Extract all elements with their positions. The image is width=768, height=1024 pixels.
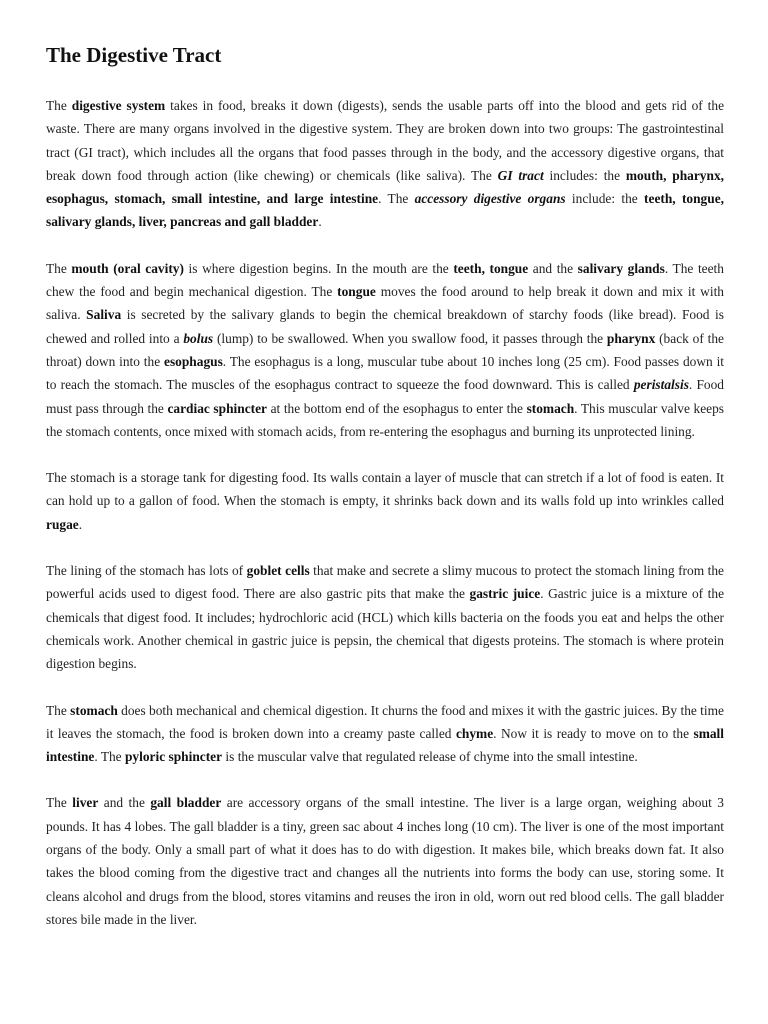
- text-run: (back of the throat) down into the: [46, 330, 724, 369]
- text-run: is where digestion begins. In the mouth are the: [183, 260, 454, 276]
- text-run: . The esophagus is a long, muscular tube about 10 inches long (25 cm). Food passes down it to reach the stomach. The muscles of the esophagus contract to squeeze the food downward. This is called: [46, 353, 725, 393]
- text-run: . This muscular valve keeps the stomach contents, once mixed with stomach acids, from re-entering the esophagus and burning its unprotected lining.: [46, 400, 724, 439]
- emphasis-term: GI tract: [497, 167, 544, 183]
- page-title: The Digestive Tract: [46, 43, 222, 67]
- text-run: .: [78, 516, 83, 532]
- paragraph-stomach-storage: [46, 466, 724, 536]
- emphasis-term: bolus: [183, 330, 214, 346]
- text-run: and the: [98, 795, 151, 811]
- paragraph-mouth: [46, 257, 724, 443]
- text-run: The: [46, 702, 71, 718]
- bold-term: gall bladder: [150, 795, 222, 811]
- bold-term: goblet cells: [246, 563, 310, 579]
- text-run: . The: [94, 749, 125, 765]
- bold-term: chyme: [455, 725, 494, 741]
- bold-term: liver: [72, 795, 99, 811]
- text-run: is secreted by the salivary glands to begin the chemical breakdown of starchy foods (like bread). Food is chewed and rolled into a: [46, 307, 724, 346]
- bold-term: teeth, tongue: [453, 260, 529, 276]
- emphasis-term: accessory digestive organs: [414, 191, 566, 207]
- paragraph-stomach-digestion: [46, 699, 724, 769]
- text-run: .: [318, 214, 322, 230]
- text-run: include: the: [565, 191, 645, 207]
- text-run: The stomach is a storage tank for digesting food. Its walls contain a layer of muscle that can stretch if a lot of food is eaten. It can hold up to a gallon of food. When the stomach is empty, it shrinks back down and its walls fold up into wrinkles called: [46, 470, 724, 509]
- paragraph-liver-gallbladder: [46, 791, 724, 931]
- bold-term: gastric juice: [469, 586, 541, 602]
- text-run: The: [46, 260, 72, 276]
- bold-term: teeth, tongue, salivary glands, liver, pancreas and gall bladder: [46, 191, 724, 230]
- text-run: The: [46, 98, 72, 113]
- emphasis-term: peristalsis: [633, 377, 689, 393]
- bold-term: mouth (oral cavity): [71, 260, 184, 276]
- text-run: . Now it is ready to move on to the: [493, 725, 694, 741]
- text-run: . Gastric juice is a mixture of the chemicals that digest food. It includes; hydrochloric acid (HCL) which kills bacteria on the foods you eat and helps the other chemicals work. Another chemical in gastric juice is pepsin, the chemical that digests proteins. The stomach is where protein digestion begins.: [46, 586, 725, 672]
- text-run: . The teeth chew the food and begin mechanical digestion. The: [46, 260, 724, 300]
- document-body: [46, 94, 724, 931]
- text-run: moves the food around to help break it down and mix it with saliva.: [46, 284, 724, 323]
- text-run: that make and secrete a slimy mucous to protect the stomach lining from the powerful acids used to digest food. There are also gastric pits that make the: [46, 563, 724, 602]
- bold-term: cardiac sphincter: [167, 400, 267, 416]
- bold-term: esophagus: [164, 353, 223, 369]
- text-run: does both mechanical and chemical digestion. It churns the food and mixes it with the gastric juices. By the time it leaves the stomach, the food is broken down into a creamy paste called: [46, 702, 724, 741]
- text-run: . Food must pass through the: [46, 377, 725, 416]
- paragraph-intro: [46, 94, 724, 234]
- bold-term: salivary glands: [577, 260, 665, 276]
- bold-term: tongue: [337, 284, 376, 300]
- text-run: The: [46, 795, 73, 811]
- bold-term: digestive system: [71, 98, 166, 113]
- bold-term: stomach: [526, 400, 575, 416]
- bold-term: pyloric sphincter: [124, 749, 223, 765]
- text-run: . The: [378, 191, 415, 207]
- bold-term: Saliva: [86, 307, 122, 323]
- bold-term: mouth, pharynx, esophagus, stomach, small intestine, and large intestine: [46, 167, 724, 207]
- text-run: takes in food, breaks it down (digests), sends the usable parts off into the blood and gets rid of the waste. There are many organs involved in the digestive system. They are broken down into two groups: The gastrointestinal tract (GI tract), which includes all the organs that food passes through in the body, and the accessory digestive organs, that break down food through action (like chewing) or chemicals (like saliva). The: [46, 98, 725, 183]
- paragraph-stomach-lining: [46, 559, 724, 675]
- text-run: The lining of the stomach has lots of: [46, 563, 247, 579]
- bold-term: small intestine: [46, 725, 724, 765]
- text-run: are accessory organs of the small intestine. The liver is a large organ, weighing about 3 pounds. It has 4 lobes. The gall bladder is a tiny, green sac about 4 inches long (10 cm). The liver is one of the most important organs of the body. Only a small part of what it does has to do with digestion. It makes bile, which breaks down fat. It also takes the blood coming from the digestive tract and changes all the nutrients into forms the body can use, storing some. It cleans alcohol and drugs from the blood, stores vitamins and reuses the iron in old, worn out red blood cells. The gall bladder stores bile made in the liver.: [46, 795, 724, 927]
- text-run: includes: the: [543, 167, 626, 183]
- text-run: and the: [528, 260, 578, 276]
- bold-term: pharynx: [606, 330, 656, 346]
- text-run: is the muscular valve that regulated release of chyme into the small intestine.: [222, 749, 638, 765]
- bold-term: rugae: [46, 516, 79, 532]
- text-run: (lump) to be swallowed. When you swallow food, it passes through the: [213, 330, 607, 346]
- text-run: at the bottom end of the esophagus to enter the: [267, 400, 527, 416]
- bold-term: stomach: [70, 702, 118, 718]
